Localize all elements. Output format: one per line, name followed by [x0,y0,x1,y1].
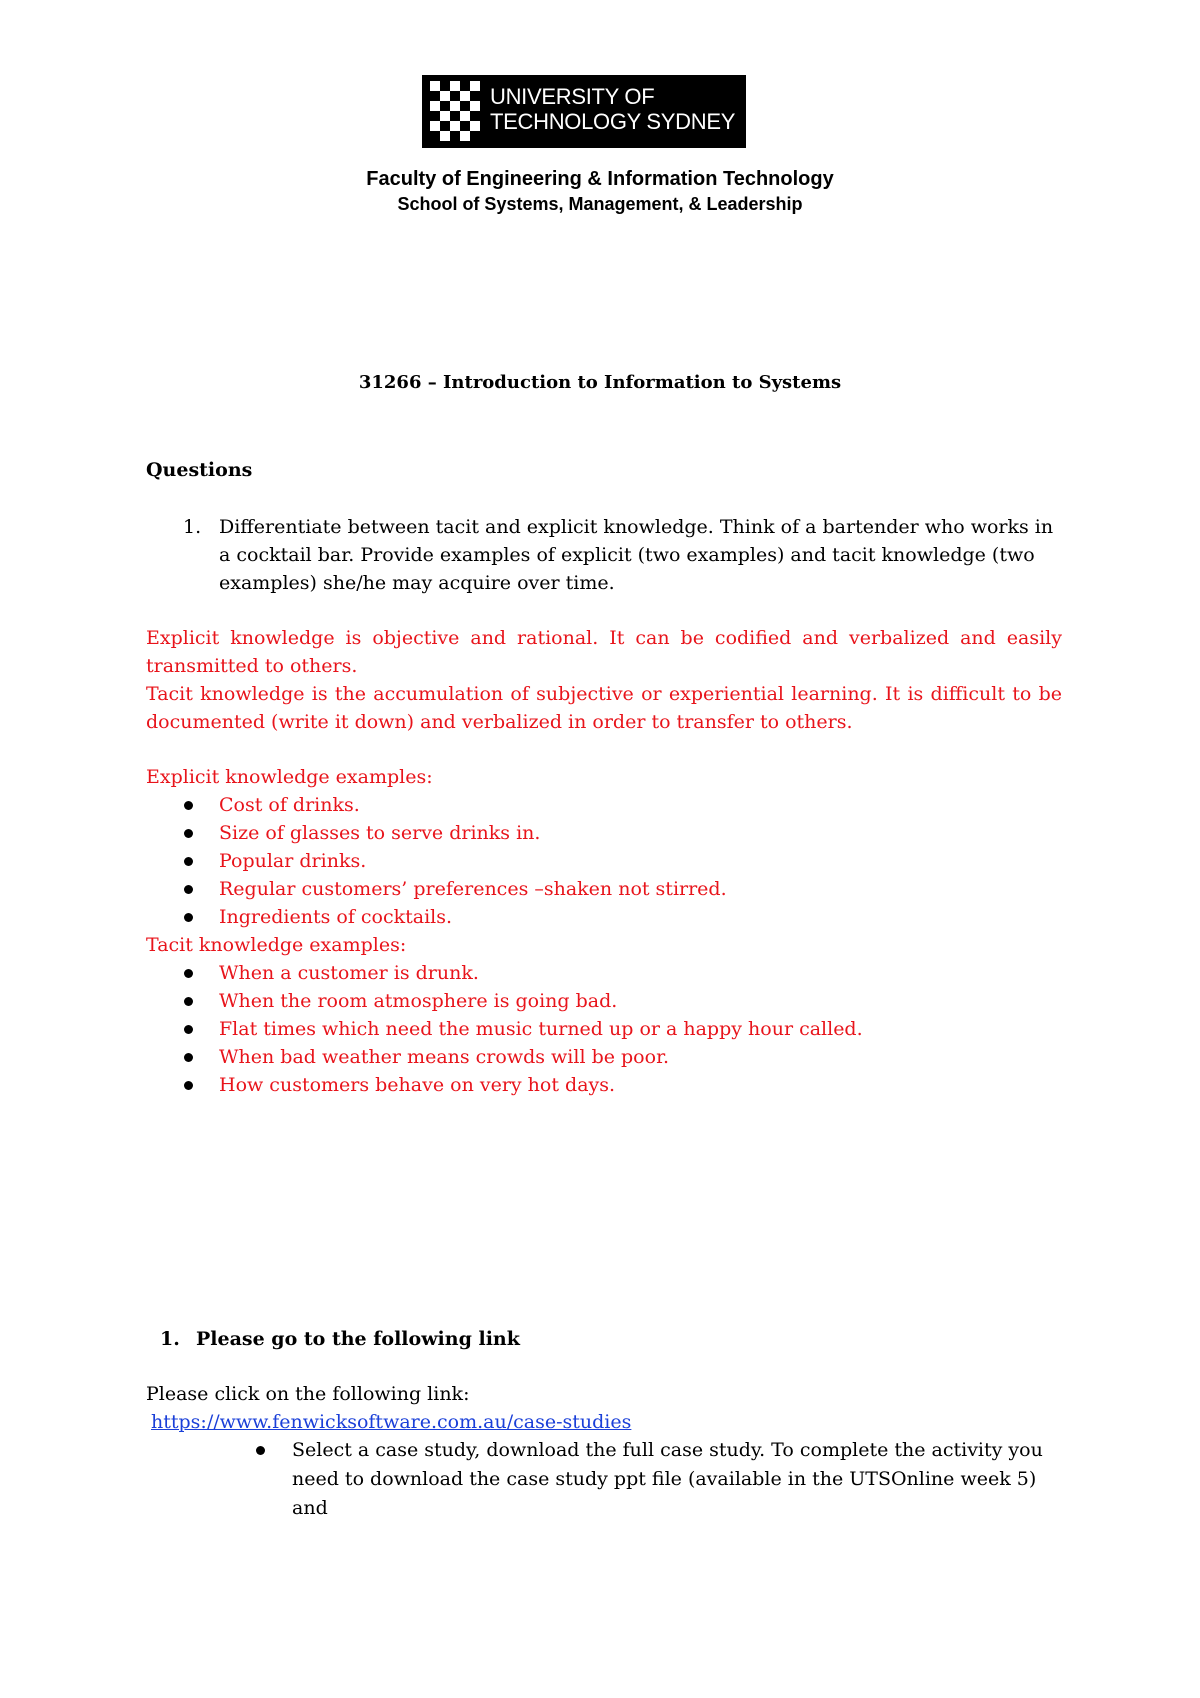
instruction-line: and [292,1497,328,1519]
bullet-dot-icon [184,969,193,978]
tacit-definition: Tacit knowledge is the accumulation of subjective or experiential learning. It is difficult to be documented (write it down) and verbalized in order to transfer to others. [146,683,1062,733]
instruction-line: Select a case study, download the full case study. To complete the activity you [292,1439,1043,1461]
logo-line-1: UNIVERSITY OF [490,84,655,109]
course-title: 31266 – Introduction to Information to Systems [358,372,842,393]
instruction-line: need to download the case study ppt file (available in the UTSOnline week 5) [292,1468,1037,1490]
tacit-example: When the room atmosphere is going bad. [219,990,618,1012]
bullet-dot-icon [184,913,193,922]
question-line: a cocktail bar. Provide examples of explicit (two examples) and tacit knowledge (two [219,544,1035,566]
case-studies-link[interactable]: https://www.fenwicksoftware.com.au/case-studies [151,1411,632,1433]
logo-wordmark [490,84,735,134]
bullet-dot-icon [184,1053,193,1062]
tacit-examples-heading: Tacit knowledge examples: [146,934,407,956]
section-heading: Please go to the following link [196,1328,520,1350]
explicit-example: Regular customers’ preferences –shaken not stirred. [219,878,727,900]
explicit-example: Cost of drinks. [219,794,360,816]
bullet-dot-icon [184,885,193,894]
link-intro: Please click on the following link: [146,1383,470,1405]
explicit-example: Size of glasses to serve drinks in. [219,822,541,844]
bullet-dot-icon [184,801,193,810]
question-line: Differentiate between tacit and explicit knowledge. Think of a bartender who works in [219,516,1054,538]
bullet-dot-icon [184,1081,193,1090]
tacit-example: When bad weather means crowds will be poor. [219,1046,670,1068]
bullet-dot-icon [184,997,193,1006]
explicit-example: Popular drinks. [219,850,367,872]
tacit-example: Flat times which need the music turned up or a happy hour called. [219,1018,863,1040]
bullet-dot-icon [184,829,193,838]
tacit-example: When a customer is drunk. [219,962,479,984]
question-number: 1. [183,516,202,538]
section-number: 1. [160,1328,180,1350]
logo-line-2: TECHNOLOGY SYDNEY [490,109,736,134]
school-name: School of Systems, Management, & Leadership [397,194,803,214]
explicit-examples-heading: Explicit knowledge examples: [146,766,433,788]
faculty-name: Faculty of Engineering & Information Technology [366,168,834,190]
uts-logo-icon [422,75,490,148]
uts-logo [422,75,746,148]
tacit-example: How customers behave on very hot days. [219,1074,616,1096]
questions-heading: Questions [146,459,253,481]
bullet-dot-icon [184,857,193,866]
explicit-definition: Explicit knowledge is objective and rational. It can be codified and verbalized and easily transmitted to others. [146,627,1062,677]
explicit-example: Ingredients of cocktails. [219,906,453,928]
bullet-dot-icon [184,1025,193,1034]
question-line: examples) she/he may acquire over time. [219,572,615,594]
bullet-dot-icon [256,1446,265,1455]
